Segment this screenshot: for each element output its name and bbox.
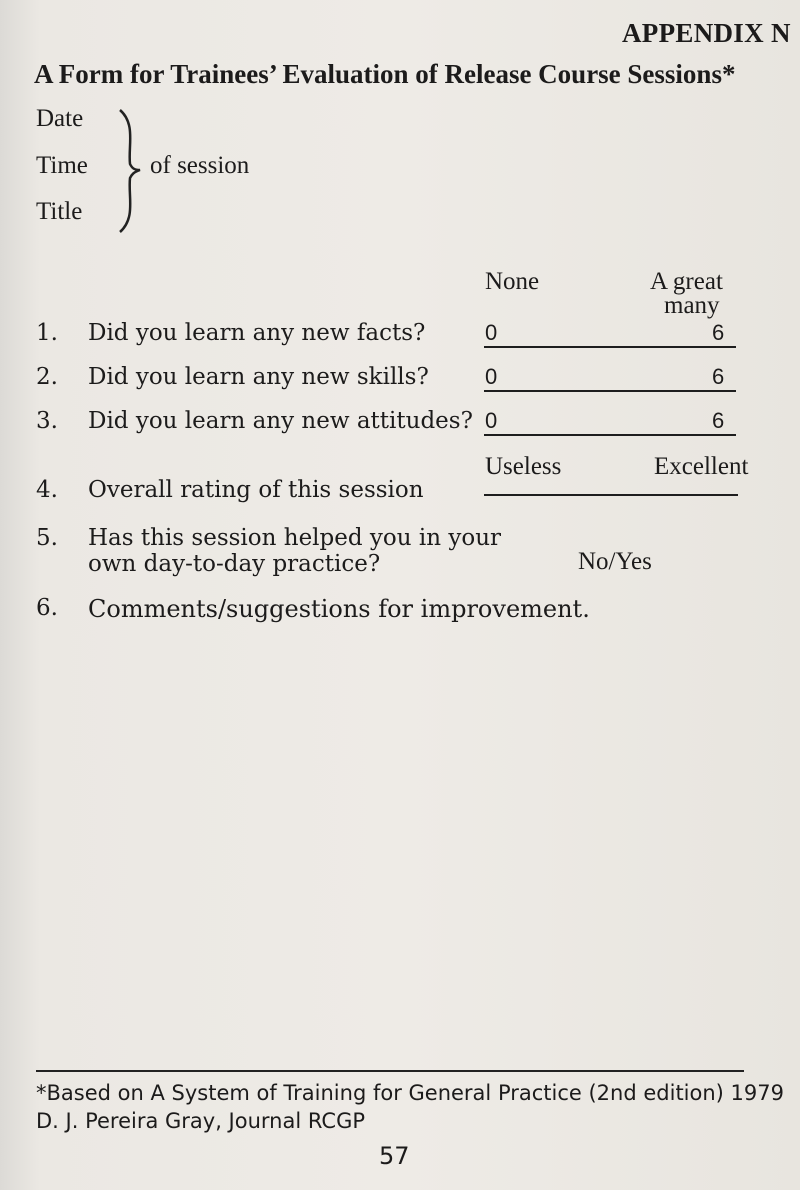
question-1-scale-min: 0 [485, 320, 498, 345]
question-3-number: 3. [36, 408, 58, 434]
question-1-number: 1. [36, 320, 58, 346]
of-session-label: of session [150, 152, 250, 179]
question-1-scale-max: 6 [712, 320, 725, 345]
footnote-line-1: *Based on A System of Training for General Practice (2nd edition) 1979 [36, 1081, 784, 1105]
scale-many-label: many [664, 292, 720, 319]
title-label: Title [36, 198, 83, 225]
question-5-text-line1: Has this session helped you in your [88, 525, 502, 551]
form-title: A Form for Trainees’ Evaluation of Release Course Sessions* [34, 59, 736, 89]
page-number: 57 [379, 1142, 410, 1170]
question-5-number: 5. [36, 525, 58, 551]
question-2-number: 2. [36, 364, 58, 390]
question-2-rating-scale[interactable] [484, 390, 736, 392]
question-4-text: Overall rating of this session [88, 477, 424, 503]
scale-useless-label: Useless [485, 453, 562, 480]
question-2-scale-max: 6 [712, 364, 725, 389]
question-3-scale-max: 6 [712, 408, 725, 433]
question-5-no-yes-option[interactable]: No/Yes [578, 548, 652, 575]
question-4-rating-scale[interactable] [484, 494, 738, 496]
question-2-text: Did you learn any new skills? [88, 364, 429, 390]
question-1-text: Did you learn any new facts? [88, 320, 426, 346]
question-5-text-line2: own day-to-day practice? [88, 551, 381, 577]
appendix-heading: APPENDIX N [622, 18, 791, 48]
scale-a-great-label: A great [650, 268, 723, 295]
question-1-rating-scale[interactable] [484, 346, 736, 348]
time-label: Time [36, 152, 88, 179]
footnote-divider [36, 1070, 744, 1072]
question-6-number: 6. [36, 595, 58, 621]
question-6-text: Comments/suggestions for improvement. [88, 595, 590, 623]
question-4-number: 4. [36, 477, 58, 503]
scale-excellent-label: Excellent [654, 453, 749, 480]
question-3-rating-scale[interactable] [484, 434, 736, 436]
question-3-scale-min: 0 [485, 408, 498, 433]
scale-none-label: None [485, 268, 540, 295]
date-label: Date [36, 105, 84, 132]
footnote-line-2: D. J. Pereira Gray, Journal RCGP [36, 1109, 366, 1133]
question-2-scale-min: 0 [485, 364, 498, 389]
question-3-text: Did you learn any new attitudes? [88, 408, 473, 434]
